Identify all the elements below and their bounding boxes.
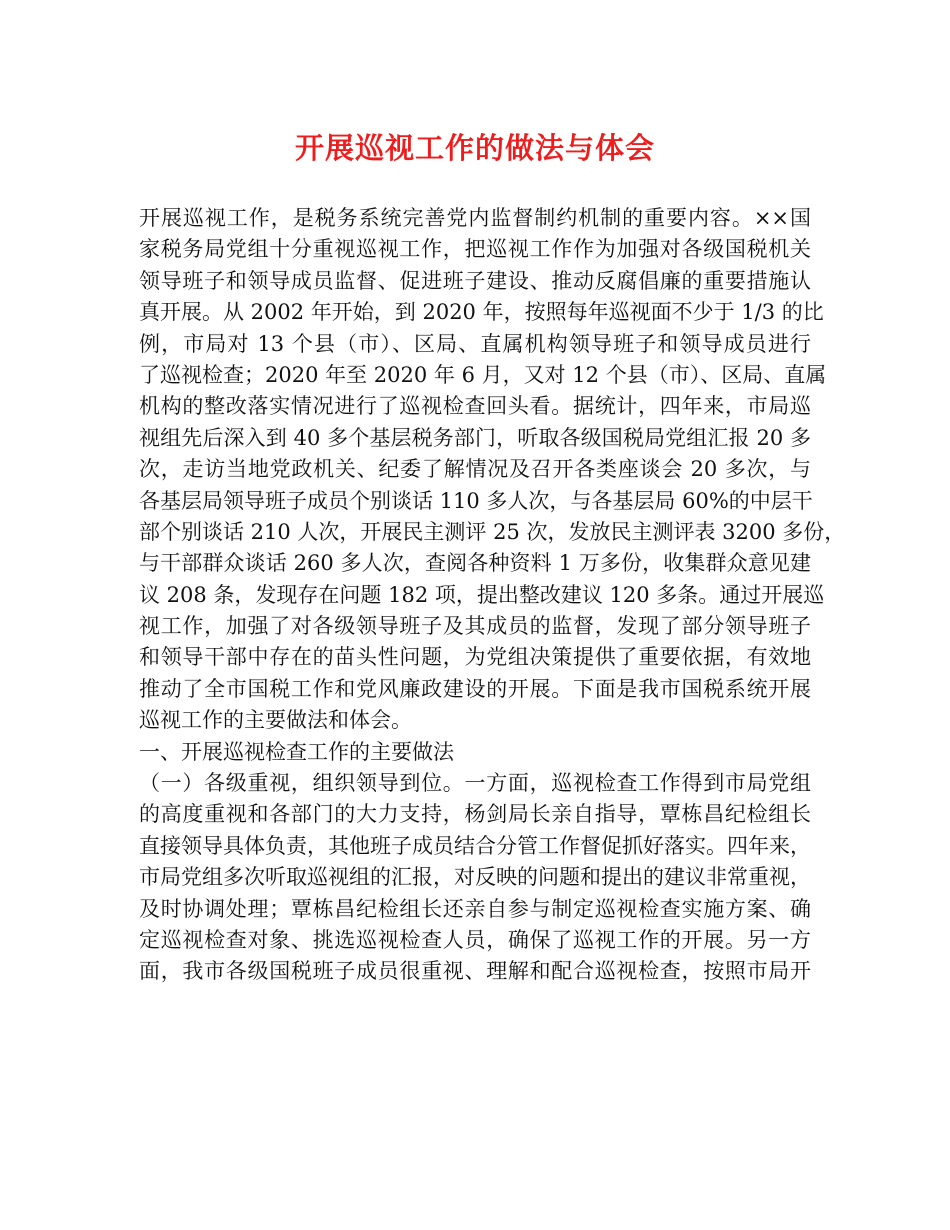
- document-title: 开展巡视工作的做法与体会: [294, 131, 655, 165]
- document-body: [139, 203, 846, 988]
- body-line: 议 208 条，发现存在问题 182 项，提出整改建议 120 多条。通过开展巡: [139, 582, 825, 607]
- body-line: 巡视工作的主要做法和体会。: [139, 708, 412, 733]
- body-line: 市局党组多次听取巡视组的汇报，对反映的问题和提出的建议非常重视，: [139, 865, 811, 890]
- body-line: 推动了全市国税工作和党风廉政建设的开展。下面是我市国税系统开展: [139, 676, 811, 701]
- body-line: 与干部群众谈话 260 多人次，查阅各种资料 1 万多份，收集群众意见建: [139, 551, 811, 576]
- body-line: 视工作，加强了对各级领导班子及其成员的监督，发现了部分领导班子: [139, 614, 811, 639]
- body-line: 的高度重视和各部门的大力支持，杨剑局长亲自指导，覃栋昌纪检组长: [139, 802, 811, 827]
- body-line: 例，市局对 13 个县（市）、区局、直属机构领导班子和领导成员进行: [139, 331, 811, 356]
- body-line: 了巡视检查；2020 年至 2020 年 6 月，又对 12 个县（市）、区局、直属: [139, 362, 827, 387]
- body-line: 领导班子和领导成员监督、促进班子建设、推动反腐倡廉的重要措施认: [139, 268, 811, 293]
- body-line: 真开展。从 2002 年开始，到 2020 年，按照每年巡视面不少于 1/3 的比: [139, 300, 824, 325]
- body-line: 各基层局领导班子成员个别谈话 110 多人次，与各基层局 60%的中层干: [139, 488, 813, 513]
- body-line: 家税务局党组十分重视巡视工作，把巡视工作作为加强对各级国税机关: [139, 237, 811, 262]
- body-line: 开展巡视工作，是税务系统完善党内监督制约机制的重要内容。××国: [139, 206, 811, 230]
- body-line: 机构的整改落实情况进行了巡视检查回头看。据统计，四年来，市局巡: [139, 394, 811, 419]
- body-line: 及时协调处理；覃栋昌纪检组长还亲自参与制定巡视检查实施方案、确: [139, 896, 811, 921]
- body-line: 一、开展巡视检查工作的主要做法: [139, 739, 454, 764]
- body-line: 定巡视检查对象、挑选巡视检查人员，确保了巡视工作的开展。另一方: [139, 927, 811, 952]
- body-line: 次，走访当地党政机关、纪委了解情况及召开各类座谈会 20 多次，与: [139, 457, 811, 482]
- body-line: （一）各级重视，组织领导到位。一方面，巡视检查工作得到市局党组: [139, 771, 811, 796]
- body-line: 部个别谈话 210 人次，开展民主测评 25 次，发放民主测评表 3200 多份，: [139, 519, 846, 544]
- body-line: 面，我市各级国税班子成员很重视、理解和配合巡视检查，按照市局开: [139, 959, 811, 984]
- body-line: 直接领导具体负责，其他班子成员结合分管工作督促抓好落实。四年来，: [139, 833, 811, 858]
- body-line: 和领导干部中存在的苗头性问题，为党组决策提供了重要依据，有效地: [139, 645, 811, 670]
- body-line: 视组先后深入到 40 多个基层税务部门，听取各级国税局党组汇报 20 多: [139, 425, 811, 450]
